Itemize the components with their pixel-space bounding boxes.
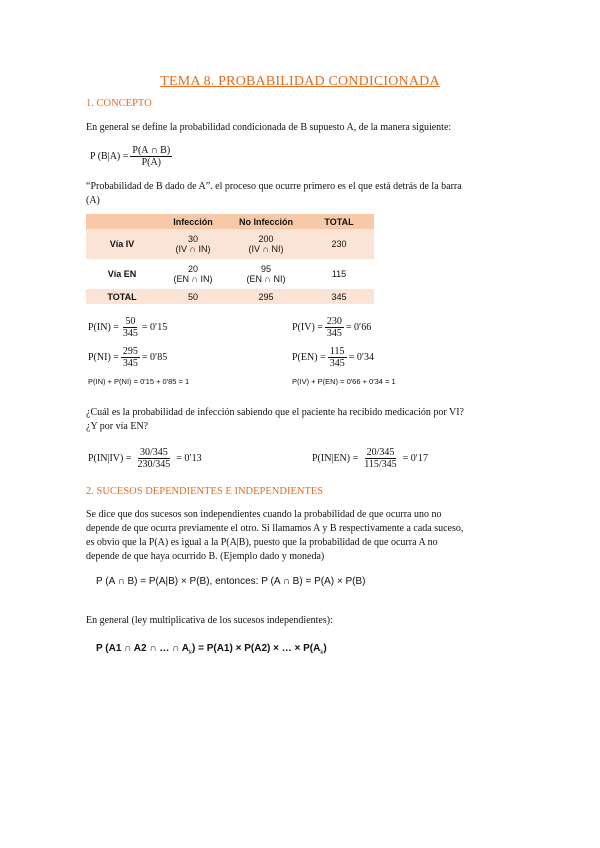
sum-right: P(IV) + P(EN) = 0′66 + 0′34 = 1 <box>292 377 396 386</box>
prob-den: 345 <box>122 358 138 369</box>
total-no-infeccion: 295 <box>228 289 304 304</box>
cond-den: 115/345 <box>364 459 397 470</box>
prob-rhs: = 0′66 <box>345 321 372 333</box>
sum-left: P(IN) + P(NI) = 0′15 + 0′85 = 1 <box>88 377 190 386</box>
formula-subscript: k <box>188 650 192 656</box>
prob-num: 230 <box>326 316 342 327</box>
row-label: Vía IV <box>86 229 158 259</box>
cond-lhs: P(IN|EN) = <box>312 452 359 464</box>
prob-ni <box>88 346 167 369</box>
table-cell <box>158 259 228 289</box>
cell-value: 30 <box>187 234 198 244</box>
row-total: 230 <box>304 229 374 259</box>
general-text: En general (ley multiplicativa de los sucesos independientes): <box>86 615 333 626</box>
table-header-no-infeccion: No Infección <box>228 214 304 229</box>
table-cell <box>228 259 304 289</box>
prob-lhs: P(IV) = <box>292 321 323 333</box>
definition-formula <box>90 145 174 168</box>
prob-den: 345 <box>122 328 138 339</box>
definition-fraction <box>130 145 172 168</box>
independence-formula: P (A ∩ B) = P(A|B) × P(B), entonces: P (A ∩ B) = P(A) × P(B) <box>96 576 366 587</box>
prob-iv <box>292 316 371 339</box>
definition-numerator: P(A ∩ B) <box>132 145 171 156</box>
prob-rhs: = 0′34 <box>348 351 375 363</box>
cond-in-iv <box>88 447 202 470</box>
prob-lhs: P(IN) = <box>88 321 119 333</box>
table-cell <box>158 229 228 259</box>
table-total-row <box>86 289 374 304</box>
explain-line-2: (A) <box>86 195 100 206</box>
formula-part: P (A1 ∩ A2 ∩ … ∩ A <box>96 643 189 654</box>
table-row <box>86 259 374 289</box>
prob-num: 115 <box>329 346 345 357</box>
table-header-infeccion: Infección <box>158 214 228 229</box>
paragraph-line: es obvio que la P(A) es igual a la P(A|B), puesto que la probabilidad de que ocurra A no <box>86 537 438 548</box>
total-infeccion: 50 <box>158 289 228 304</box>
prob-den: 345 <box>329 358 345 369</box>
prob-rhs: = 0′85 <box>141 351 168 363</box>
prob-lhs: P(EN) = <box>292 351 326 363</box>
intro-text: En general se define la probabilidad condicionada de B supuesto A, de la manera siguiente: <box>86 122 452 133</box>
formula-part: ) <box>323 643 327 654</box>
paragraph-line: Se dice que dos sucesos son independientes cuando la probabilidad de que ocurra uno no <box>86 509 442 520</box>
section-heading-concepto: 1. CONCEPTO <box>86 98 152 109</box>
table-row <box>86 229 374 259</box>
prob-en <box>292 346 374 369</box>
cond-rhs: = 0′17 <box>402 452 428 464</box>
prob-num: 295 <box>122 346 138 357</box>
page-title: TEMA 8. PROBABILIDAD CONDICIONADA <box>160 74 440 89</box>
multiplicative-formula <box>96 643 327 656</box>
cell-sub: (IV ∩ NI) <box>248 244 284 254</box>
cond-num: 30/345 <box>139 447 168 458</box>
prob-den: 345 <box>326 328 342 339</box>
definition-denominator: P(A) <box>141 157 162 168</box>
section-heading-sucesos: 2. SUCESOS DEPENDIENTES E INDEPENDIENTES <box>86 486 324 497</box>
paragraph-line: depende de que ocurra previamente el otro. Si llamamos A y B respectivamente a cada suceso, <box>86 523 464 534</box>
table-header-empty <box>86 214 158 229</box>
cell-value: 95 <box>260 264 271 274</box>
prob-lhs: P(NI) = <box>88 351 119 363</box>
question-line-1: ¿Cuál es la probabilidad de infección sabiendo que el paciente ha recibido medicación por VI? <box>86 407 464 418</box>
prob-in <box>88 316 167 339</box>
contingency-table <box>86 214 374 304</box>
cell-value: 20 <box>187 264 198 274</box>
cell-value: 200 <box>258 234 274 244</box>
table-cell <box>228 229 304 259</box>
cell-sub: (EN ∩ NI) <box>246 274 286 284</box>
prob-rhs: = 0′15 <box>141 321 168 333</box>
table-header-total: TOTAL <box>304 214 374 229</box>
row-total: 115 <box>304 259 374 289</box>
cond-num: 20/345 <box>366 447 395 458</box>
cond-lhs: P(IN|IV) = <box>88 452 132 464</box>
prob-num: 50 <box>125 316 136 327</box>
row-label: Vía EN <box>86 259 158 289</box>
definition-lhs: P (B|A) = <box>90 150 129 162</box>
explain-line-1: “Probabilidad de B dado de A”. el proceso que ocurre primero es el que está detrás de la barra <box>86 181 462 192</box>
section2-paragraph <box>86 508 536 564</box>
total-label: TOTAL <box>86 289 158 304</box>
explain-text <box>86 180 526 208</box>
paragraph-line: depende de que haya ocurrido B. (Ejemplo dado y moneda) <box>86 551 325 562</box>
cell-sub: (IV ∩ IN) <box>175 244 211 254</box>
table-header-row <box>86 214 374 229</box>
formula-part: ) = P(A1) × P(A2) × … × P(A <box>191 643 321 654</box>
cond-in-en <box>312 447 428 470</box>
grand-total: 345 <box>304 289 374 304</box>
cond-rhs: = 0′13 <box>176 452 202 464</box>
cell-sub: (EN ∩ IN) <box>173 274 213 284</box>
formula-subscript: k <box>320 650 324 656</box>
question-text <box>86 406 536 434</box>
question-line-2: ¿Y por vía EN? <box>86 421 149 432</box>
cond-den: 230/345 <box>137 459 171 470</box>
